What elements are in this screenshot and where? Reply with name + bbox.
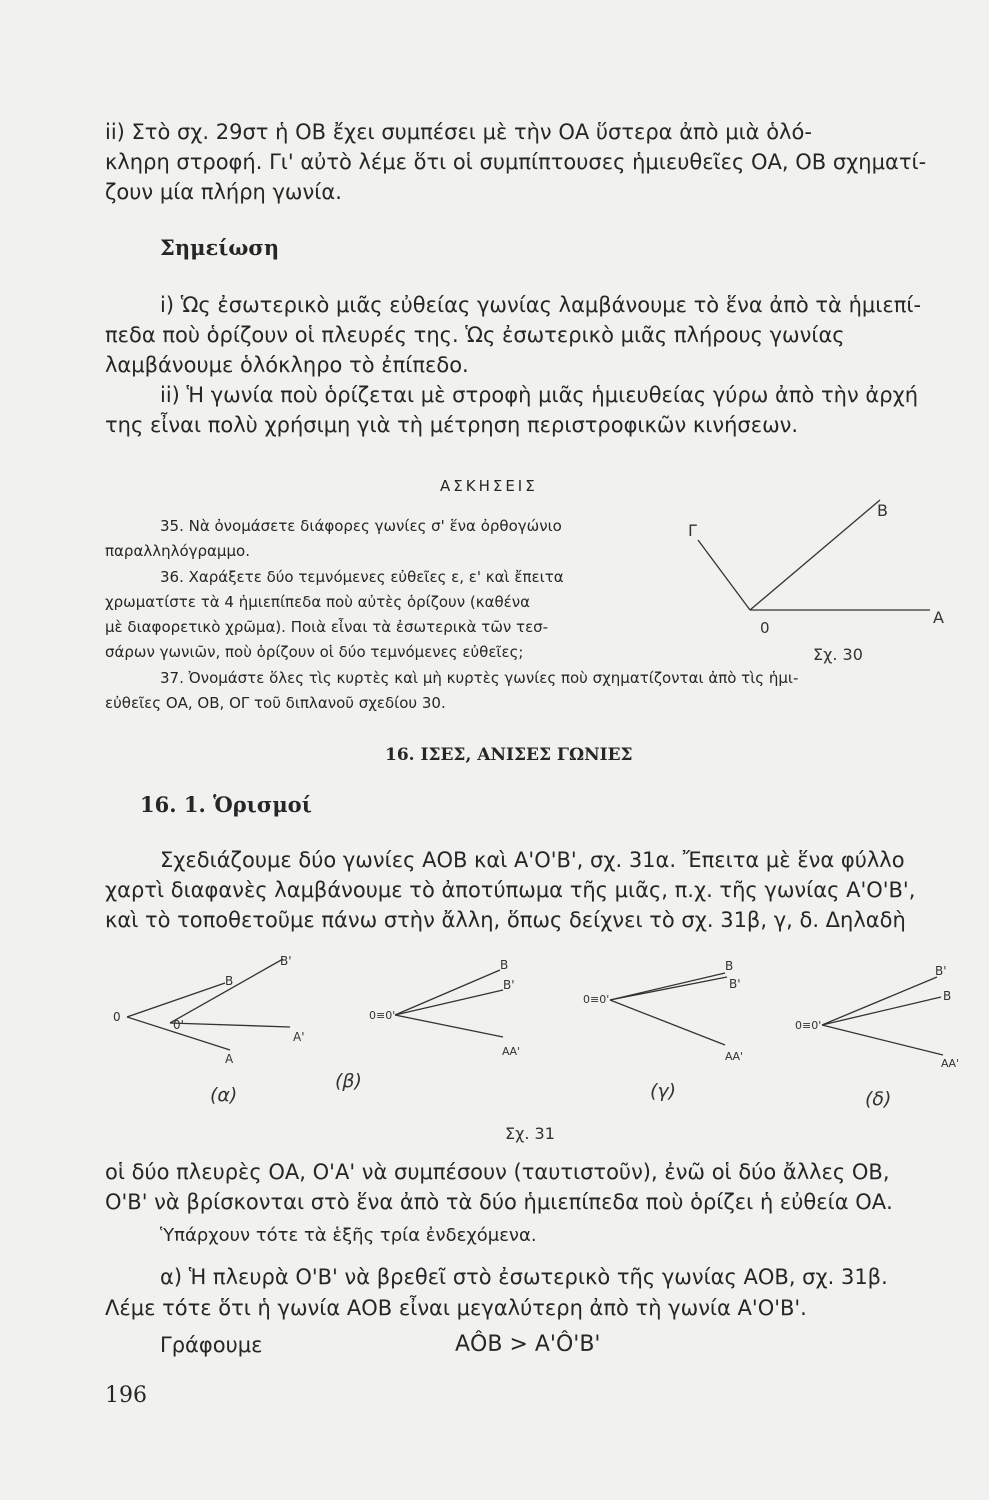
svg-text:ΑΑ': ΑΑ' (502, 1045, 521, 1058)
fig31-part-b (335, 958, 520, 1092)
exercise-36-line-1: 36. Χαράξετε δύο τεμνόμενες εὐθεῖες ε, ε' καὶ ἔπειτα (160, 568, 564, 586)
exercise-37-line-1: 37. Ὀνομάστε ὅλες τὶς κυρτὲς καὶ μὴ κυρτὲς γωνίες ποὺ σχηματίζονται ἀπὸ τὶς ἡμι- (160, 669, 799, 687)
body-line-2: χαρτὶ διαφανὲς λαμβάνουμε τὸ ἀποτύπωμα τῆς μιᾶς, π.χ. τῆς γωνίας Α'Ο'Β', (105, 878, 916, 902)
svg-text:Β': Β' (935, 964, 947, 978)
fig31-mark-b: (β) (335, 1070, 362, 1092)
svg-text:Β': Β' (503, 978, 515, 992)
fig30-label-a: Α (933, 608, 944, 627)
svg-text:Β': Β' (280, 955, 292, 968)
body-line-1: Σχεδιάζουμε δύο γωνίες ΑΟΒ καὶ Α'Ο'Β', σχ. 31α. Ἔπειτα μὲ ἕνα φύλλο (160, 848, 905, 872)
svg-text:ΑΑ': ΑΑ' (941, 1057, 960, 1070)
page-number: 196 (105, 1383, 147, 1408)
ray-ob (750, 500, 880, 610)
body2-line-5: Λέμε τότε ὅτι ἡ γωνία ΑΟΒ εἶναι μεγαλύτερη ἀπὸ τὴ γωνία Α'Ο'Β'. (105, 1296, 807, 1320)
note-line-2: πεδα ποὺ ὁρίζουν οἱ πλευρές της. Ὡς ἐσωτερικὸ μιᾶς πλήρους γωνίας (105, 323, 845, 347)
svg-text:Β: Β (500, 958, 509, 972)
figure-31 (105, 955, 965, 1145)
para-ii-line-2: κληρη στροφή. Γι' αὐτὸ λέμε ὅτι οἱ συμπίπτουσες ἡμιευθεῖες ΟΑ, ΟΒ σχηματί- (105, 150, 927, 174)
body2-line-3: Ὑπάρχουν τότε τὰ ἑξῆς τρία ἐνδεχόμενα. (160, 1225, 537, 1246)
svg-text:0: 0 (113, 1010, 121, 1024)
fig31-mark-d: (δ) (865, 1088, 892, 1110)
svg-text:0≡0': 0≡0' (795, 1019, 822, 1032)
svg-text:Α: Α (225, 1052, 234, 1066)
fig31-mark-c: (γ) (650, 1080, 677, 1102)
note-line-5: της εἶναι πολὺ χρήσιμη γιὰ τὴ μέτρηση περιστροφικῶν κινήσεων. (105, 413, 799, 437)
section-subheading: 16. 1. Ὁρισμοί (140, 792, 312, 817)
figure-30 (680, 480, 960, 670)
formula-expression: ΑÔΒ > Α'Ô'Β' (455, 1332, 601, 1357)
formula-lead: Γράφουμε (160, 1333, 263, 1357)
svg-text:ΑΑ': ΑΑ' (725, 1050, 744, 1063)
fig30-caption: Σχ. 30 (813, 645, 863, 664)
exercise-36-line-3: μὲ διαφορετικὸ χρῶμα). Ποιὰ εἶναι τὰ ἐσωτερικὰ τῶν τεσ- (105, 618, 549, 636)
para-ii-line-1: ii) Στὸ σχ. 29στ ἡ ΟΒ ἔχει συμπέσει μὲ τὴν ΟΑ ὕστερα ἀπὸ μιὰ ὁλό- (105, 120, 812, 144)
svg-text:Α': Α' (293, 1030, 305, 1044)
exercise-36-line-4: σάρων γωνιῶν, ποὺ ὁρίζουν οἱ δύο τεμνόμενες εὐθεῖες; (105, 643, 524, 661)
svg-text:Β: Β (725, 959, 734, 973)
fig31-part-d (795, 964, 959, 1110)
note-line-3: λαμβάνουμε ὁλόκληρο τὸ ἐπίπεδο. (105, 353, 469, 377)
fig31-caption: Σχ. 31 (505, 1124, 555, 1143)
svg-text:Β': Β' (729, 977, 741, 991)
section-heading: 16. ΙΣΕΣ, ΑΝΙΣΕΣ ΓΩΝΙΕΣ (385, 745, 633, 765)
exercise-37-line-2: εὐθεῖες ΟΑ, ΟΒ, ΟΓ τοῦ διπλανοῦ σχεδίου 30. (105, 694, 446, 712)
fig30-label-o: 0 (760, 619, 770, 637)
para-ii-line-3: ζουν μία πλήρη γωνία. (105, 180, 342, 204)
ray-og (698, 540, 750, 610)
exercise-35-line-1: 35. Νὰ ὀνομάσετε διάφορες γωνίες σ' ἕνα ὀρθογώνιο (160, 517, 562, 535)
note-title: Σημείωση (160, 235, 280, 260)
svg-text:Β: Β (943, 989, 952, 1003)
svg-text:Β: Β (225, 974, 234, 988)
fig31-mark-a: (α) (210, 1084, 238, 1106)
svg-text:0': 0' (173, 1018, 184, 1032)
fig30-label-g: Γ (688, 521, 697, 540)
body2-line-2: Ο'Β' νὰ βρίσκονται στὸ ἕνα ἀπὸ τὰ δύο ἡμιεπίπεδα ποὺ ὁρίζει ἡ εὐθεία ΟΑ. (105, 1190, 893, 1214)
note-line-4: ii) Ἡ γωνία ποὺ ὁρίζεται μὲ στροφὴ μιᾶς ἡμιευθείας γύρω ἀπὸ τὴν ἀρχή (160, 383, 919, 407)
body2-line-1: οἱ δύο πλευρὲς ΟΑ, Ο'Α' νὰ συμπέσουν (ταυτιστοῦν), ἐνῶ οἱ δύο ἄλλες ΟΒ, (105, 1160, 890, 1184)
note-line-1: i) Ὡς ἐσωτερικὸ μιᾶς εὐθείας γωνίας λαμβάνουμε τὸ ἕνα ἀπὸ τὰ ἡμιεπί- (160, 293, 922, 317)
body2-line-4: α) Ἡ πλευρὰ Ο'Β' νὰ βρεθεῖ στὸ ἐσωτερικὸ τῆς γωνίας ΑΟΒ, σχ. 31β. (160, 1265, 888, 1289)
fig31-part-a (113, 955, 305, 1106)
fig30-label-b: Β (877, 501, 888, 520)
exercises-title: ΑΣΚΗΣΕΙΣ (440, 477, 538, 495)
body-line-3: καὶ τὸ τοποθετοῦμε πάνω στὴν ἄλλη, ὅπως δείχνει τὸ σχ. 31β, γ, δ. Δηλαδὴ (105, 908, 906, 932)
svg-text:0≡0': 0≡0' (369, 1009, 396, 1022)
svg-text:0≡0': 0≡0' (583, 993, 610, 1006)
fig31-part-c (583, 959, 743, 1102)
exercise-35-line-2: παραλληλόγραμμο. (105, 542, 250, 560)
exercise-36-line-2: χρωματίστε τὰ 4 ἡμιεπίπεδα ποὺ αὐτὲς ὁρίζουν (καθένα (105, 593, 531, 611)
